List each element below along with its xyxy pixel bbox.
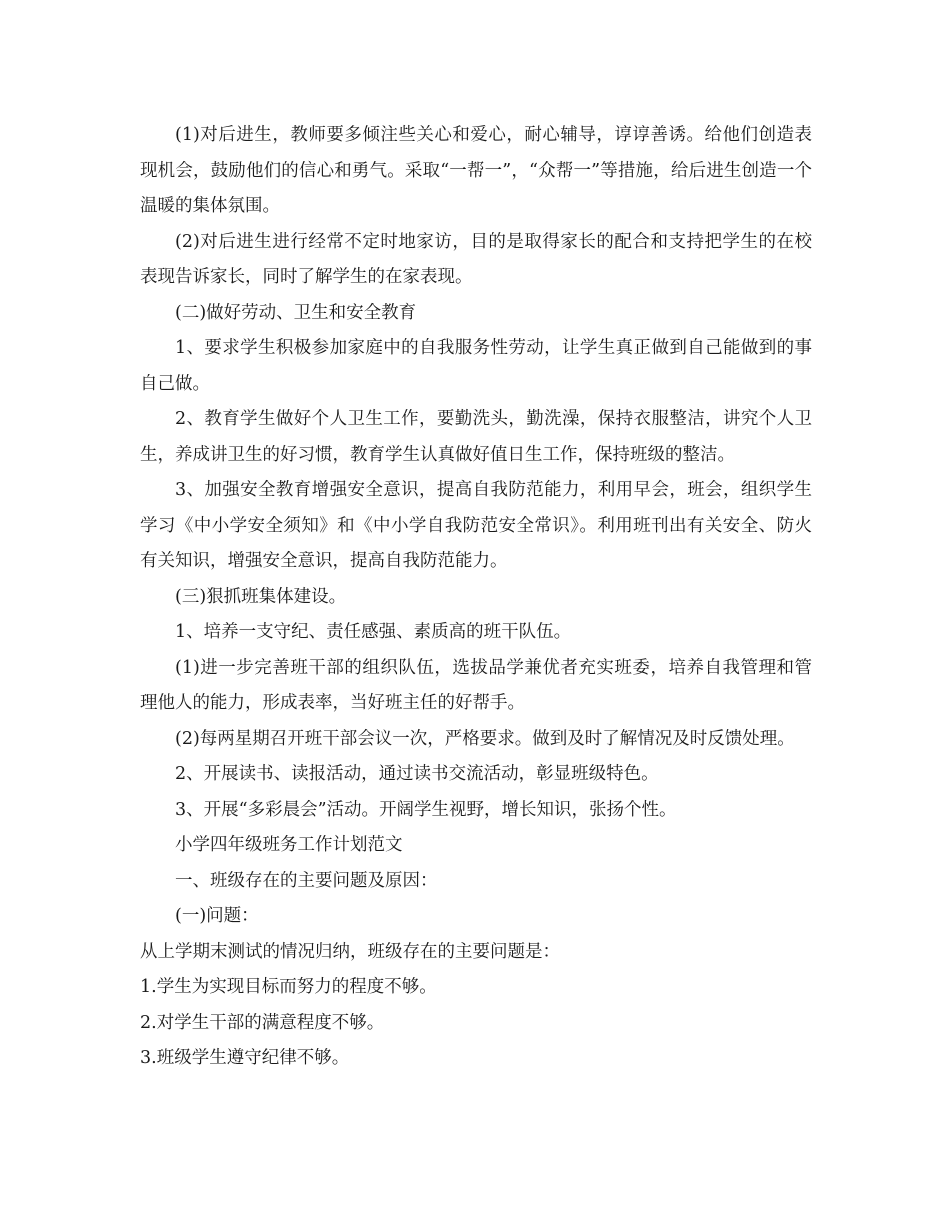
document-body [140, 118, 812, 1077]
paragraph: (1)对后进生，教师要多倾注些关心和爱心，耐心辅导，谆谆善诱。给他们创造表现机会，鼓励他们的信心和勇气。采取“一帮一”，“众帮一”等措施，给后进生创造一个温暖的集体氛围。 [140, 125, 812, 216]
list-item: 2.对学生干部的满意程度不够。 [140, 1012, 385, 1033]
paragraph: 3、加强安全教育增强安全意识，提高自我防范能力，利用早会，班会，组织学生学习《中小学安全须知》和《中小学自我防范安全常识》。利用班刊出有关安全、防火有关知识，增强安全意识，提高自我防范能力。 [140, 480, 812, 571]
section-heading: (二)做好劳动、卫生和安全教育 [175, 302, 417, 323]
paragraph: 2、开展读书、读报活动，通过读书交流活动，彰显班级特色。 [175, 764, 659, 784]
document-title: 小学四年级班务工作计划范文 [175, 835, 403, 855]
paragraph: 1、要求学生积极参加家庭中的自我服务性劳动，让学生真正做到自己能做到的事自己做。 [140, 338, 812, 394]
list-item: 1.学生为实现目标而努力的程度不够。 [140, 977, 437, 997]
section-heading: (一)问题： [175, 906, 259, 926]
paragraph: (2)每两星期召开班干部会议一次，严格要求。做到及时了解情况及时反馈处理。 [175, 728, 795, 749]
paragraph: (1)进一步完善班干部的组织队伍，选拔品学兼优者充实班委，培养自我管理和管理他人的能力，形成表率，当好班主任的好帮手。 [140, 657, 812, 713]
paragraph: 3、开展“多彩晨会”活动。开阔学生视野，增长知识，张扬个性。 [175, 799, 677, 820]
paragraph: 1、培养一支守纪、责任感强、素质高的班干队伍。 [175, 622, 572, 642]
section-heading: (三)狠抓班集体建设。 [175, 586, 347, 607]
paragraph: 从上学期末测试的情况归纳，班级存在的主要问题是： [140, 941, 560, 962]
paragraph: 2、教育学生做好个人卫生工作，要勤洗头，勤洗澡，保持衣服整洁，讲究个人卫生，养成讲卫生的好习惯，教育学生认真做好值日生工作，保持班级的整洁。 [140, 409, 812, 465]
list-item: 3.班级学生遵守纪律不够。 [140, 1048, 350, 1068]
section-heading: 一、班级存在的主要问题及原因： [175, 870, 438, 891]
paragraph: (2)对后进生进行经常不定时地家访，目的是取得家长的配合和支持把学生的在校表现告诉家长，同时了解学生的在家表现。 [140, 231, 812, 287]
